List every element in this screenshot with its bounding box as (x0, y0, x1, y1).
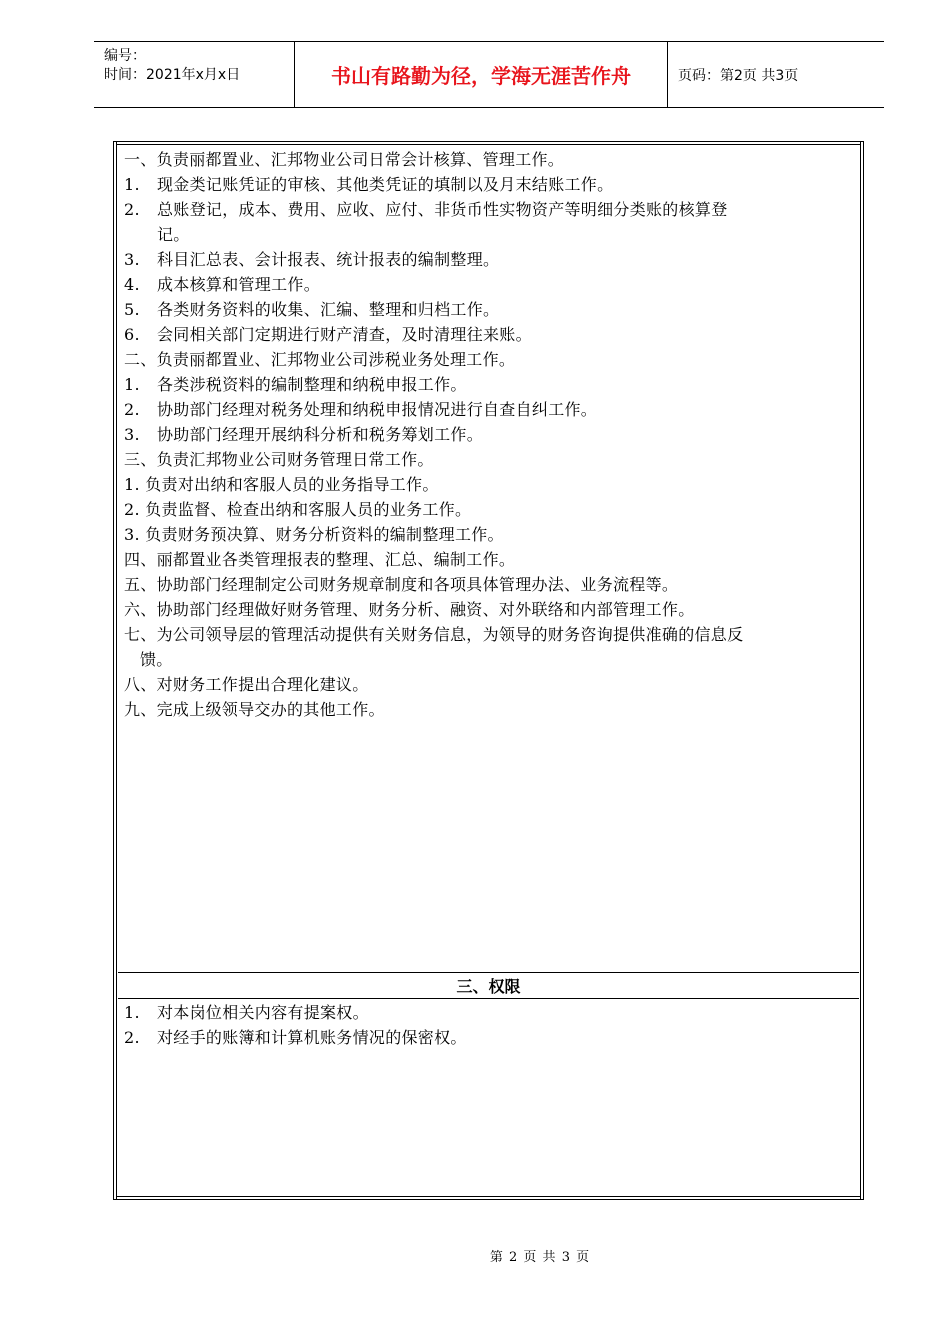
list-item: 2. 协助部门经理对税务处理和纳税申报情况进行自查自纠工作。 (124, 400, 598, 419)
duties-table (113, 141, 864, 1200)
list-item: 3. 科目汇总表、会计报表、统计报表的编制整理。 (124, 250, 500, 269)
list-item: 2. 负责监督、检查出纳和客服人员的业务工作。 (124, 500, 472, 519)
section-heading: 六、协助部门经理做好财务管理、财务分析、融资、对外联络和内部管理工作。 (124, 600, 695, 619)
list-item-continuation: 记。 (157, 225, 190, 244)
authority-title: 三、权限 (118, 973, 859, 999)
list-item: 3. 负责财务预决算、财务分析资料的编制整理工作。 (124, 525, 504, 544)
list-item: 5. 各类财务资料的收集、汇编、整理和归档工作。 (124, 300, 500, 319)
section-heading: 五、协助部门经理制定公司财务规章制度和各项具体管理办法、业务流程等。 (124, 575, 679, 594)
header-meta (94, 42, 295, 107)
duties-section (118, 146, 859, 973)
list-item: 2. 对经手的账簿和计算机账务情况的保密权。 (124, 1028, 467, 1047)
authority-section (118, 999, 859, 1195)
section-heading: 八、对财务工作提出合理化建议。 (124, 675, 369, 694)
section-heading: 七、为公司领导层的管理活动提供有关财务信息，为领导的财务咨询提供准确的信息反 (124, 625, 744, 644)
list-item: 6. 会同相关部门定期进行财产清查，及时清理往来账。 (124, 325, 532, 344)
time-label: 时间：2021年x月x日 (104, 67, 241, 83)
list-item: 4. 成本核算和管理工作。 (124, 275, 321, 294)
section-heading: 四、丽都置业各类管理报表的整理、汇总、编制工作。 (124, 550, 516, 569)
list-item: 2. 总账登记，成本、费用、应收、应付、非货币性实物资产等明细分类账的核算登 (124, 200, 728, 219)
motto: 书山有路勤为径，学海无涯苦作舟 (295, 42, 668, 107)
section-heading: 九、完成上级领导交办的其他工作。 (124, 700, 385, 719)
list-item: 3. 协助部门经理开展纳科分析和税务筹划工作。 (124, 425, 484, 444)
page-header (94, 41, 884, 108)
code-label: 编号： (104, 48, 146, 64)
list-item: 1. 对本岗位相关内容有提案权。 (124, 1003, 369, 1022)
section-heading-continuation: 馈。 (140, 650, 173, 669)
section-heading: 三、负责汇邦物业公司财务管理日常工作。 (124, 450, 434, 469)
section-heading: 一、负责丽都置业、汇邦物业公司日常会计核算、管理工作。 (124, 150, 565, 169)
section-heading: 二、负责丽都置业、汇邦物业公司涉税业务处理工作。 (124, 350, 516, 369)
list-item: 1. 现金类记账凭证的审核、其他类凭证的填制以及月末结账工作。 (124, 175, 614, 194)
list-item: 1. 各类涉税资料的编制整理和纳税申报工作。 (124, 375, 467, 394)
page-footer: 第 2 页 共 3 页 (489, 1250, 591, 1265)
list-item: 1. 负责对出纳和客服人员的业务指导工作。 (124, 475, 439, 494)
page-label: 页码：第2页 共3页 (678, 67, 799, 84)
